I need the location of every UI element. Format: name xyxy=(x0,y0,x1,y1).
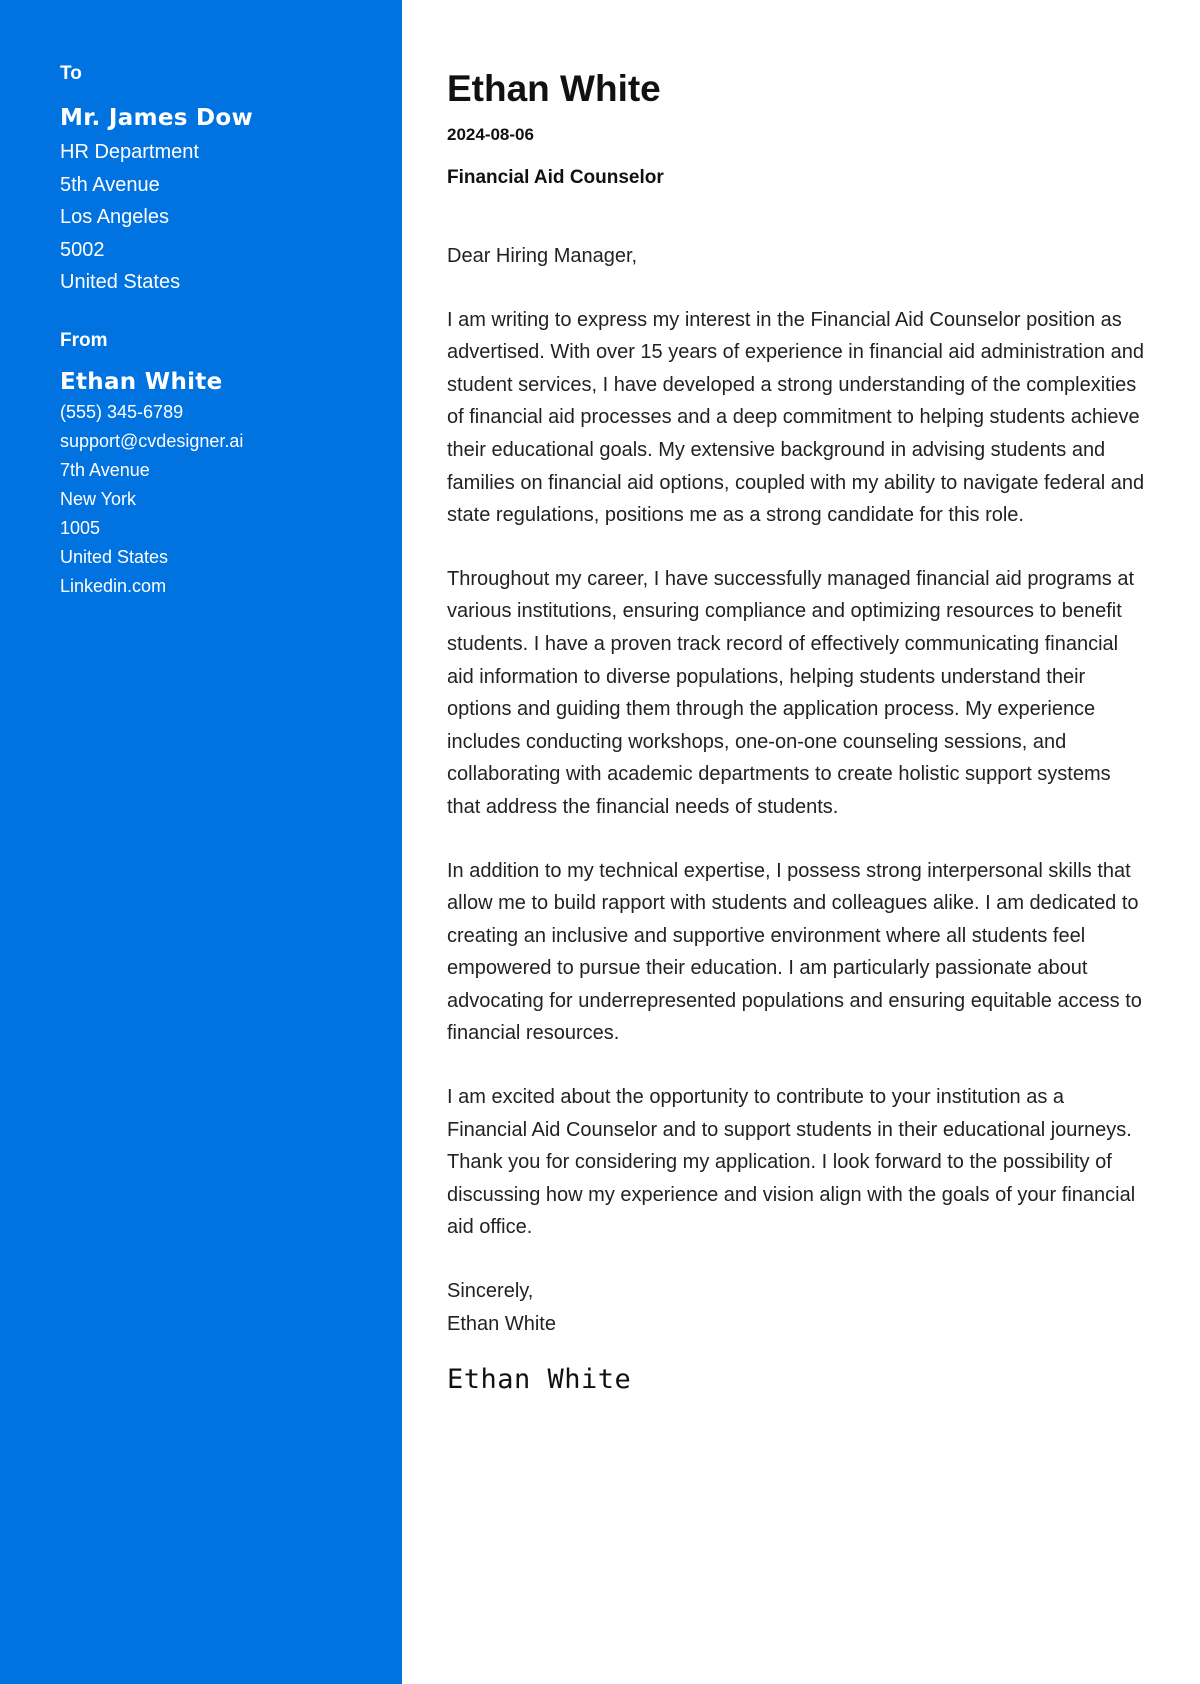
sender-zip: 1005 xyxy=(60,517,101,538)
closing-name: Ethan White xyxy=(447,1312,556,1335)
letter-date: 2024-08-06 xyxy=(447,125,534,144)
signature: Ethan White xyxy=(447,1364,632,1396)
recipient-country: United States xyxy=(60,271,181,293)
letter-body xyxy=(447,62,1147,1400)
sender-website[interactable]: Linkedin.com xyxy=(60,575,167,596)
paragraph-experience: Throughout my career, I have successfully managed financial aid programs at various institutions, ensuring compliance and optimizing resources to benefit students. I have a proven track record of effectively communicating financial aid information to diverse populations, helping students understand their options and guiding them through the application process. My experience includes conducting workshops, one-on-one counseling sessions, and collaborating with academic departments to create holistic support systems that address the financial needs of students. xyxy=(447,567,1135,818)
sender-country: United States xyxy=(60,546,169,567)
to-heading: To xyxy=(60,63,82,84)
sender-email[interactable]: support@cvdesigner.ai xyxy=(60,430,244,451)
recipient-address xyxy=(60,136,382,299)
paragraph-closing: I am excited about the opportunity to contribute to your institution as a Financial Aid Counselor and to support students in their educational journeys. Thank you for considering my application. I look forward to the possibility of discussing how my experience and vision align with the goals of your financial aid office. xyxy=(447,1086,1136,1239)
closing: Sincerely, xyxy=(447,1280,534,1303)
salutation: Dear Hiring Manager, xyxy=(447,245,638,267)
sender-name: Ethan White xyxy=(60,368,223,395)
from-heading: From xyxy=(60,329,108,351)
recipient-zip: 5002 xyxy=(60,238,105,261)
letter-author-name: Ethan White xyxy=(447,68,661,109)
paragraph-skills: In addition to my technical expertise, I possess strong interpersonal skills that allow me to build rapport with students and colleagues alike. I am dedicated to creating an inclusive and supportive environment where all students feel empowered to pursue their education. I am particularly passionate about advocating for underrepresented populations and ensuring equitable access to financial resources. xyxy=(447,859,1142,1045)
recipient-street: 5th Avenue xyxy=(60,173,160,196)
sender-street: 7th Avenue xyxy=(60,459,150,480)
recipient-name: Mr. James Dow xyxy=(60,105,254,131)
recipient-department: HR Department xyxy=(60,141,199,163)
sidebar-content xyxy=(60,62,382,601)
recipient-city: Los Angeles xyxy=(60,206,169,228)
sender-city: New York xyxy=(60,488,137,509)
sidebar xyxy=(0,0,402,1684)
paragraph-intro: I am writing to express my interest in the Financial Aid Counselor position as advertised. With over 15 years of experience in financial aid administration and student services, I have developed a strong understanding of the complexities of financial aid processes and a deep commitment to helping students achieve their educational goals. My extensive background in advising students and families on financial aid options, coupled with my ability to navigate federal and state regulations, positions me as a strong candidate for this role. xyxy=(447,308,1145,527)
sender-phone: (555) 345-6789 xyxy=(60,401,184,422)
sender-contact xyxy=(60,398,382,601)
job-position: Financial Aid Counselor xyxy=(447,167,664,188)
